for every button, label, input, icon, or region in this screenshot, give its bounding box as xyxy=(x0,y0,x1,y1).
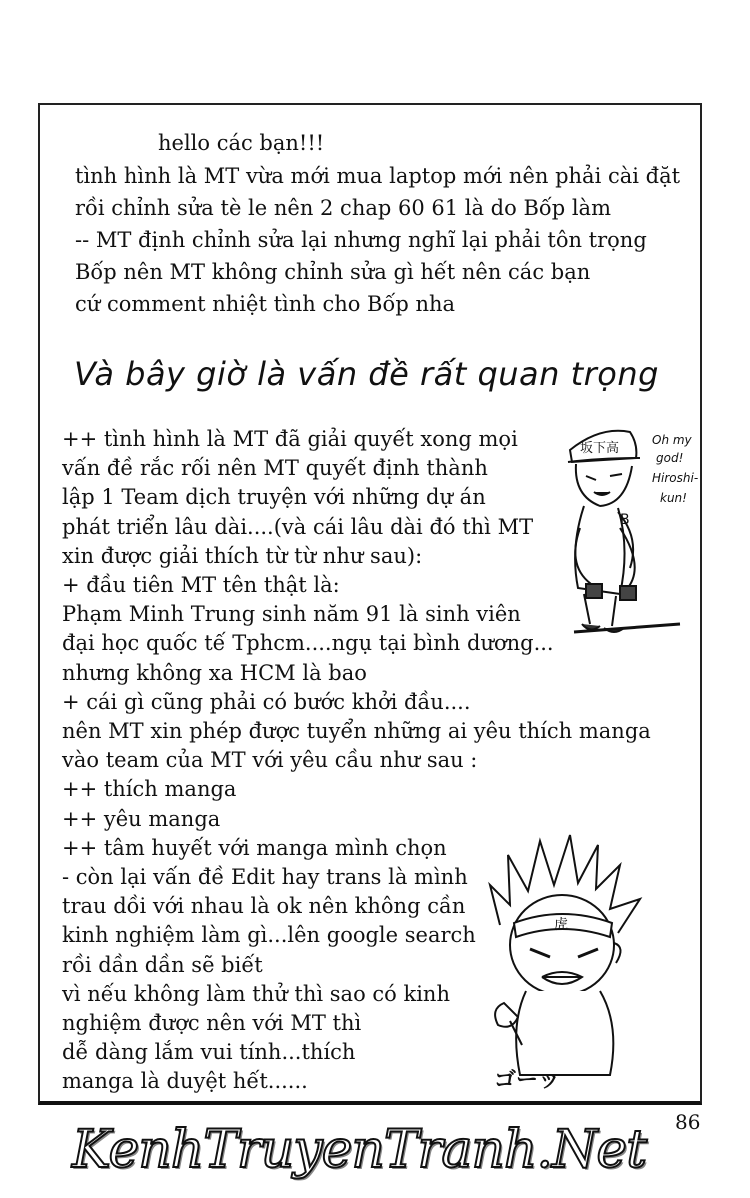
headband-boy-illustration xyxy=(470,825,660,1095)
body-line: vào team của MT với yêu cầu như sau : xyxy=(62,748,478,773)
body-line: + cái gì cũng phải có bước khởi đầu.... xyxy=(62,689,471,714)
speech-line: Oh my xyxy=(652,433,692,447)
body-line: vì nếu không làm thử thì sao có kinh xyxy=(62,981,450,1006)
greeting: hello các bạn!!! xyxy=(158,131,325,155)
body-line: vấn đề rắc rối nên MT quyết định thành xyxy=(62,456,488,481)
body-line: nghiệm được nên với MT thì xyxy=(62,1011,362,1036)
body-line: nhưng không xa HCM là bao xyxy=(62,660,367,685)
shirt-letter: B xyxy=(620,512,630,528)
body-line: trau dồi với nhau là ok nên không cần xyxy=(62,894,466,919)
intro-line: Bốp nên MT không chỉnh sửa gì hết nên các bạn xyxy=(75,260,591,284)
body-line: lập 1 Team dịch truyện với những dự án xyxy=(62,485,486,510)
speech-line: god! xyxy=(656,451,684,465)
body-line: nên MT xin phép được tuyển những ai yêu thích manga xyxy=(62,719,651,744)
page-number: 86 xyxy=(675,1110,701,1134)
body-line: Phạm Minh Trung sinh năm 91 là sinh viên xyxy=(62,602,521,627)
baseball-player-illustration xyxy=(560,418,710,648)
body-line: - còn lại vấn đề Edit hay trans là mình xyxy=(62,865,468,890)
body-line: manga là duyệt hết...... xyxy=(62,1069,308,1094)
body-line: đại học quốc tế Tphcm....ngụ tại bình dương... xyxy=(62,631,554,656)
body-line: ++ tâm huyết với manga mình chọn xyxy=(62,835,447,860)
cap-lettering: 坂下高 xyxy=(580,441,620,456)
body-line: ++ tình hình là MT đã giải quyết xong mọi xyxy=(62,427,518,451)
body-line: phát triển lâu dài....(và cái lâu dài đó thì MT xyxy=(62,514,534,539)
speech-line: Hiroshi- xyxy=(652,471,699,485)
body-line: + đầu tiên MT tên thật là: xyxy=(62,573,340,598)
body-line: xin được giải thích từ từ như sau): xyxy=(62,543,423,568)
intro-paragraph xyxy=(75,160,680,320)
headband-lettering: 虎 xyxy=(554,917,568,933)
body-line: rồi dần dần sẽ biết xyxy=(62,952,263,977)
site-watermark: KenhTruyenTranh.Net xyxy=(72,1120,647,1180)
body-line: kinh nghiệm làm gì...lên google search xyxy=(62,923,476,948)
sound-effect: ゴーッ xyxy=(494,1068,561,1093)
body-line: ++ thích manga xyxy=(62,777,237,802)
speech-line: kun! xyxy=(660,491,687,505)
intro-line: tình hình là MT vừa mới mua laptop mới nên phải cài đặt xyxy=(75,164,681,188)
intro-line: rồi chỉnh sửa tè le nên 2 chap 60 61 là do Bốp làm xyxy=(75,196,611,220)
section-heading: Và bây giờ là vấn đề rất quan trọng xyxy=(74,355,659,393)
body-line: ++ yêu manga xyxy=(62,806,221,831)
intro-line: cứ comment nhiệt tình cho Bốp nha xyxy=(75,292,456,316)
intro-line: -- MT định chỉnh sửa lại nhưng nghĩ lại phải tôn trọng xyxy=(75,228,647,252)
body-line: dễ dàng lắm vui tính...thích xyxy=(62,1040,356,1065)
